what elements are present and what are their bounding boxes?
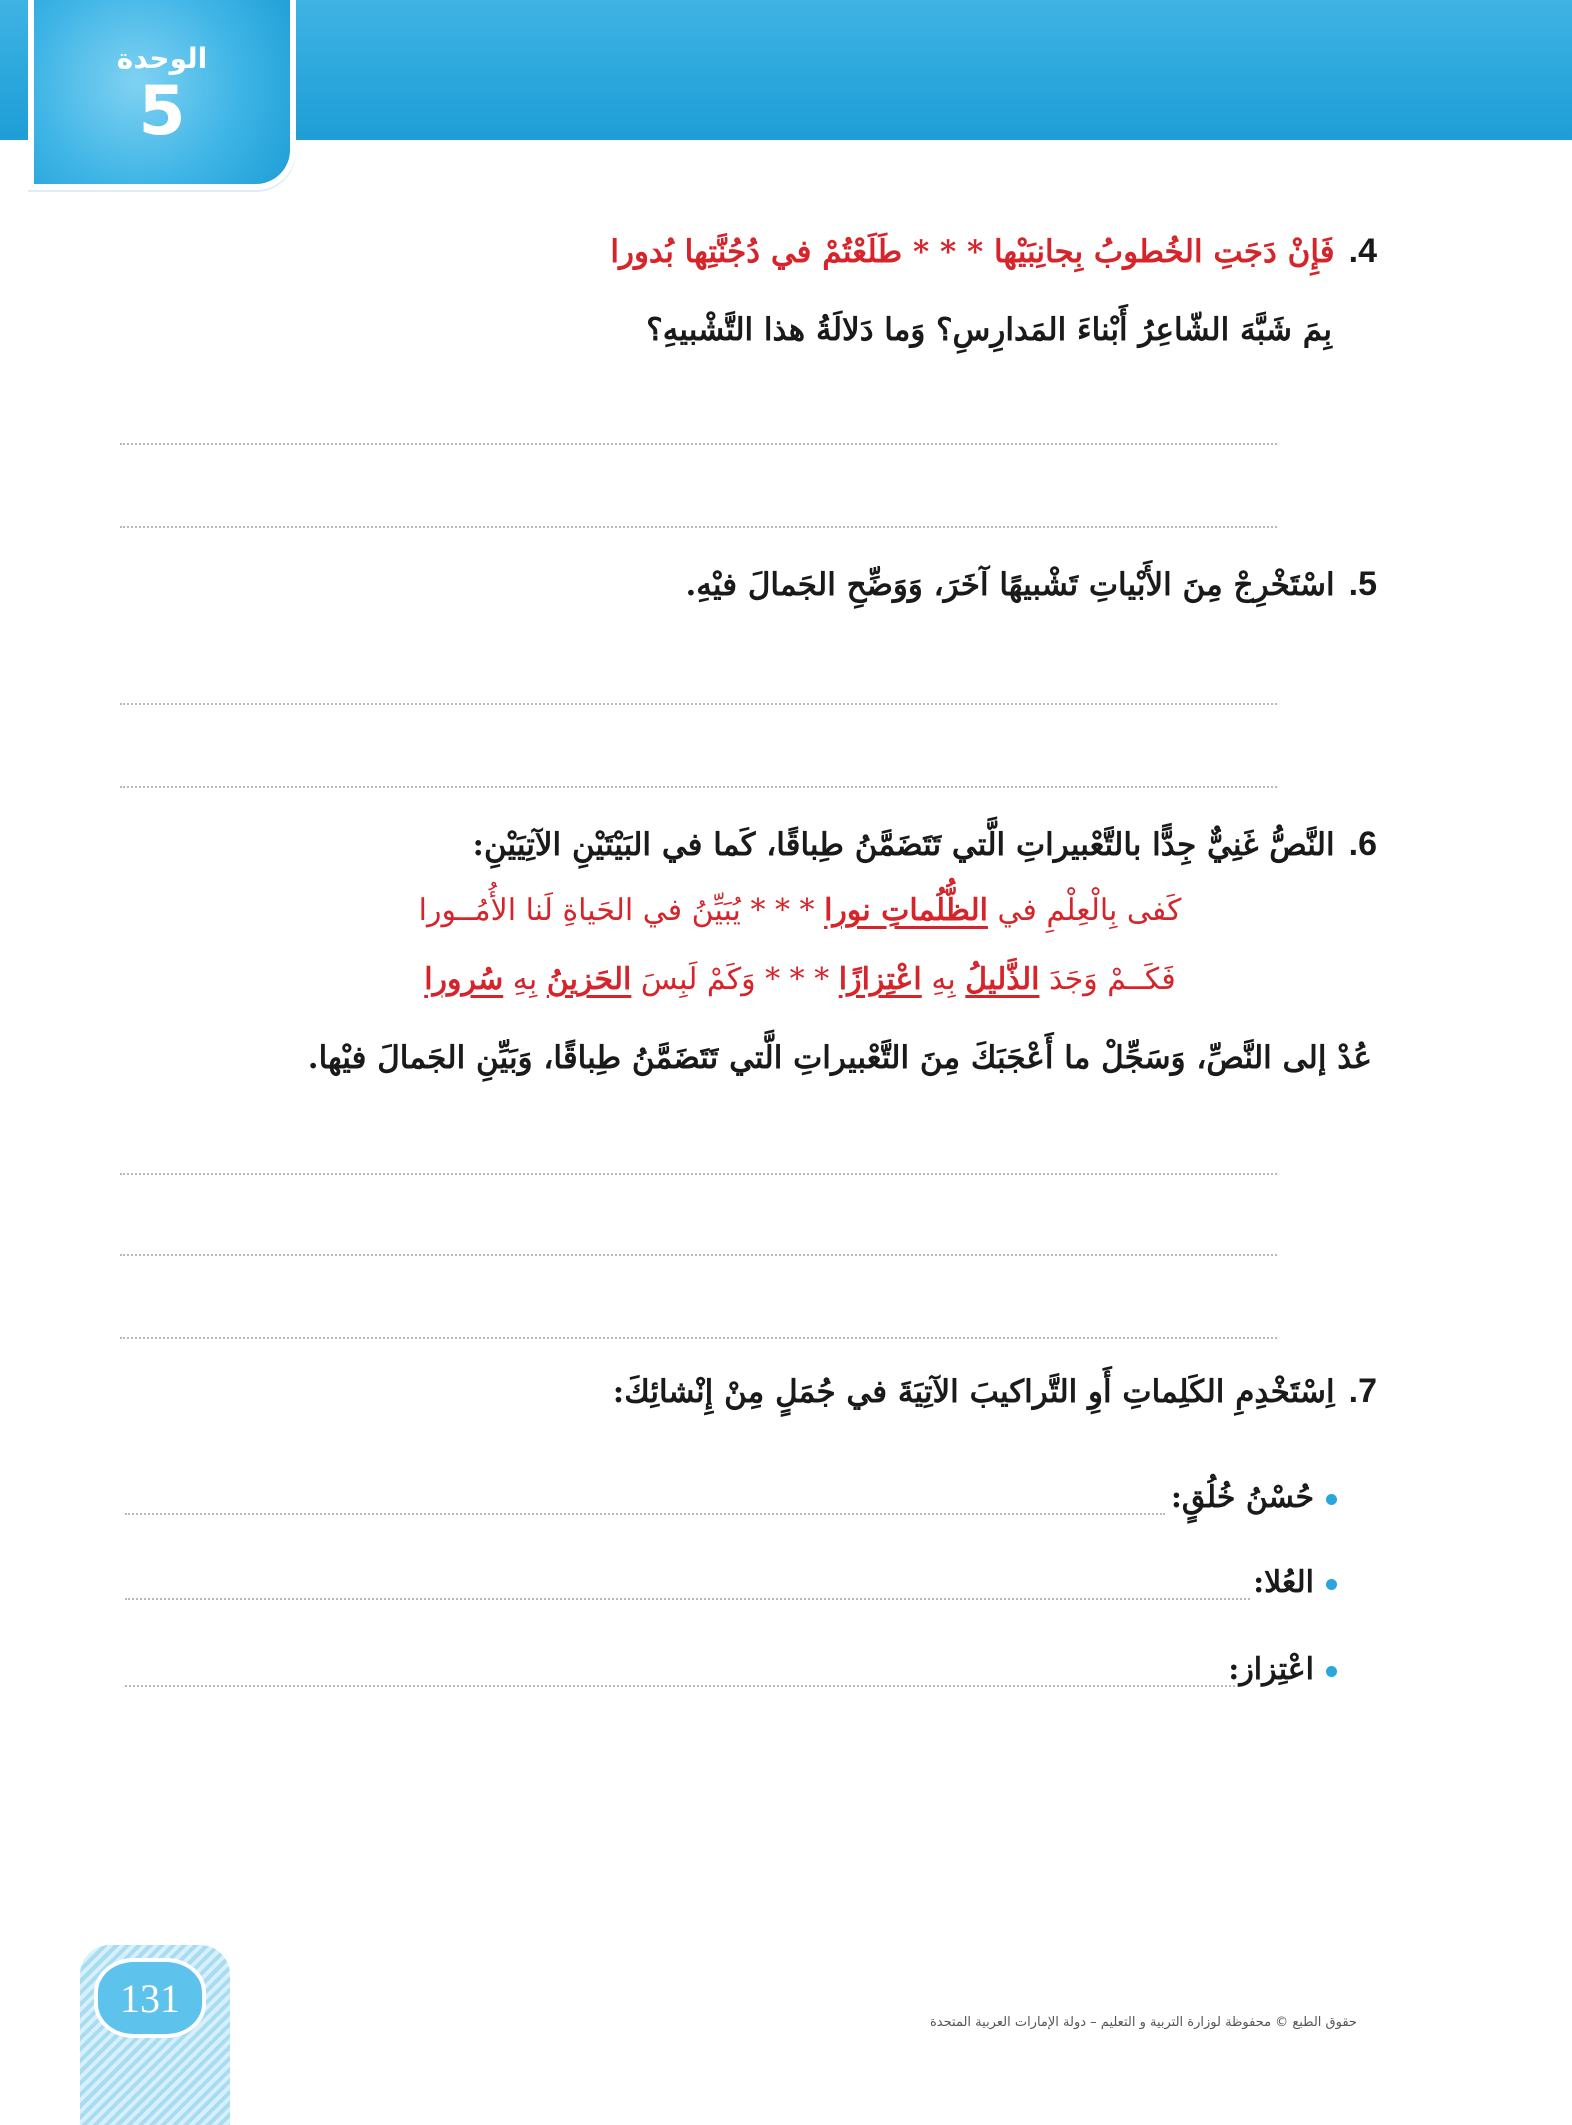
- bullet-icon: [1326, 1494, 1337, 1505]
- verse-2-highlight-a: الذَّليلُ: [965, 962, 1040, 997]
- question-6-prompt: النَّصُّ غَنِيٌّ جِدًّا بالتَّعْبيراتِ الَّتي تَتَضَمَّنُ طِباقًا، كَما في البَيْتَيْنِ الآتِيَيْنِ:: [472, 827, 1335, 863]
- verse-2-highlight-b: اعْتِزازًا: [838, 962, 922, 997]
- verse-1-part-a: كَفى بِالْعِلْمِ في: [997, 893, 1182, 928]
- verse-2-part-a: فَكَــمْ وَجَدَ: [1048, 962, 1176, 997]
- question-7-number: 7.: [1348, 1372, 1377, 1410]
- verse-1-highlight-a: الظُّلُماتِ نورا: [824, 893, 988, 928]
- q7-item-1-label: حُسْنُ خُلُقٍ:: [1170, 1480, 1314, 1515]
- question-6: [473, 825, 1378, 864]
- q7-item-1: [1171, 1480, 1337, 1515]
- q7-item-3: [1228, 1652, 1337, 1687]
- q7-item-2-answer-line[interactable]: [125, 1598, 1250, 1600]
- question-5: [685, 565, 1377, 604]
- question-4-verse: [610, 232, 1377, 271]
- copyright-footer: حقوق الطبع © محفوظة لوزارة التربية و التعليم – دولة الإمارات العربية المتحدة: [930, 2015, 1357, 2030]
- verse-2-highlight-d: سُرورا: [424, 962, 504, 997]
- q7-item-3-label: اعْتِزاز:: [1228, 1652, 1314, 1687]
- page-number: 131: [94, 1958, 206, 2038]
- question-4-prompt: بِمَ شَبَّهَ الشّاعِرُ أَبْناءَ المَدارِسِ؟ وَما دَلالَةُ هذا التَّشْبيهِ؟: [646, 312, 1332, 348]
- answer-line[interactable]: [120, 526, 1277, 528]
- answer-line[interactable]: [120, 443, 1277, 445]
- answer-line[interactable]: [120, 1254, 1277, 1256]
- question-4-number: 4.: [1348, 232, 1377, 270]
- question-5-number: 5.: [1348, 565, 1377, 603]
- answer-line[interactable]: [120, 1337, 1277, 1339]
- bullet-icon: [1326, 1579, 1337, 1590]
- unit-label: الوحدة: [116, 42, 208, 75]
- question-6-number: 6.: [1348, 825, 1377, 863]
- question-6-instruction: عُدْ إلى النَّصِّ، وَسَجِّلْ ما أَعْجَبَكَ مِنَ التَّعْبيراتِ الَّتي تَتَضَمَّنُ طِباقًا، وَبَيِّنِ الجَمالَ فيْها.: [307, 1040, 1372, 1076]
- question-7-prompt: اِسْتَخْدِمِ الكَلِماتِ أَوِ التَّراكيبَ الآتِيَةَ في جُمَلٍ مِنْ إِنْشائِكَ:: [612, 1374, 1335, 1410]
- verse-2: [290, 962, 1310, 997]
- verse-2-part-b: بِهِ: [931, 962, 956, 997]
- question-5-prompt: اسْتَخْرِجْ مِنَ الأَبْياتِ تَشْبيهًا آخَرَ، وَوَضِّحِ الجَمالَ فيْهِ.: [685, 567, 1335, 603]
- answer-line[interactable]: [120, 1173, 1277, 1175]
- q7-item-3-answer-line[interactable]: [125, 1685, 1235, 1687]
- verse-2-highlight-c: الحَزينُ: [546, 962, 632, 997]
- question-7: [613, 1372, 1377, 1411]
- verse-1: [290, 893, 1310, 928]
- verse-1-part-b: * * * يُبَيِّنُ في الحَياةِ لَنا الأُمُــورا: [418, 893, 815, 928]
- answer-line[interactable]: [120, 786, 1277, 788]
- answer-line[interactable]: [120, 703, 1277, 705]
- unit-number: 5: [138, 72, 186, 151]
- bullet-icon: [1326, 1666, 1337, 1677]
- q7-item-2-label: العُلا:: [1253, 1565, 1314, 1600]
- q7-item-1-answer-line[interactable]: [125, 1513, 1165, 1515]
- q7-item-2: [1253, 1565, 1337, 1600]
- verse-2-part-c: * * * وَكَمْ لَبِسَ: [640, 962, 830, 997]
- verse-2-part-d: بِهِ: [512, 962, 538, 997]
- question-4-verse-text: فَإِنْ دَجَتِ الخُطوبُ بِجانِبَيْها * * * طَلَعْتُمْ في دُجُنَّتِها بُدورا: [610, 234, 1335, 270]
